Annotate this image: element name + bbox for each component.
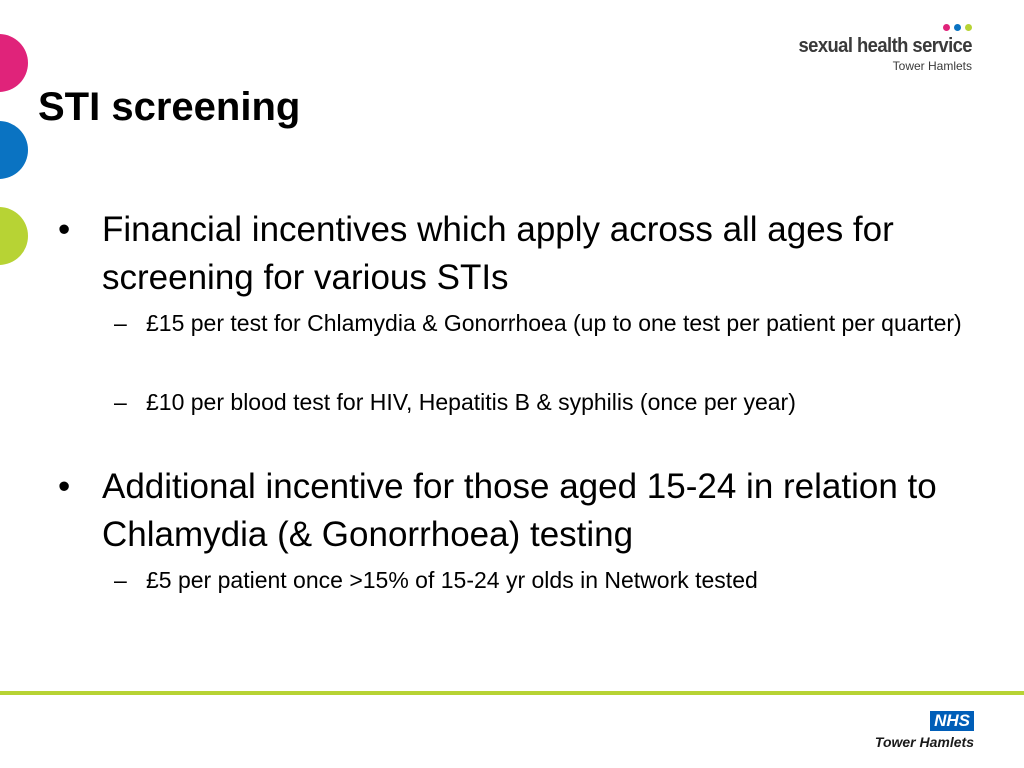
logo-dot-green [965, 24, 972, 31]
logo-dot-pink [943, 24, 950, 31]
decorative-circle-blue [0, 121, 28, 179]
logo-dots [712, 24, 972, 32]
sub-bullet-item [58, 307, 978, 340]
logo-dot-blue [954, 24, 961, 31]
slide-content [58, 206, 978, 597]
bullet-marker: • [58, 467, 71, 506]
dash-marker: – [114, 389, 127, 415]
bullet-item [58, 463, 978, 559]
dash-marker: – [114, 567, 127, 593]
nhs-logo [875, 711, 974, 751]
nhs-sub-text: Tower Hamlets [874, 734, 974, 750]
bullet-marker: • [58, 210, 71, 249]
footer-divider [0, 691, 1024, 695]
sub-bullet-text: £15 per test for Chlamydia & Gonorrhoea (up to one test per patient per quarter) [146, 310, 962, 336]
sub-bullet-text: £10 per blood test for HIV, Hepatitis B & syphilis (once per year) [146, 389, 796, 415]
decorative-circle-green [0, 207, 28, 265]
sub-bullet-item [58, 564, 978, 597]
sub-bullet-text: £5 per patient once >15% of 15-24 yr olds in Network tested [146, 567, 758, 593]
bullet-text: Additional incentive for those aged 15-24 in relation to Chlamydia (& Gonorrhoea) testing [102, 467, 937, 554]
nhs-badge: NHS [930, 711, 974, 731]
logo-main-text: sexual health service [798, 35, 972, 57]
slide-title: STI screening [38, 85, 301, 129]
sexual-health-service-logo [712, 24, 972, 73]
sub-bullet-item [58, 386, 978, 419]
dash-marker: – [114, 310, 127, 336]
bullet-item [58, 206, 978, 302]
bullet-text: Financial incentives which apply across all ages for screening for various STIs [102, 210, 894, 297]
logo-sub-text: Tower Hamlets [892, 59, 972, 73]
decorative-circle-pink [0, 34, 28, 92]
